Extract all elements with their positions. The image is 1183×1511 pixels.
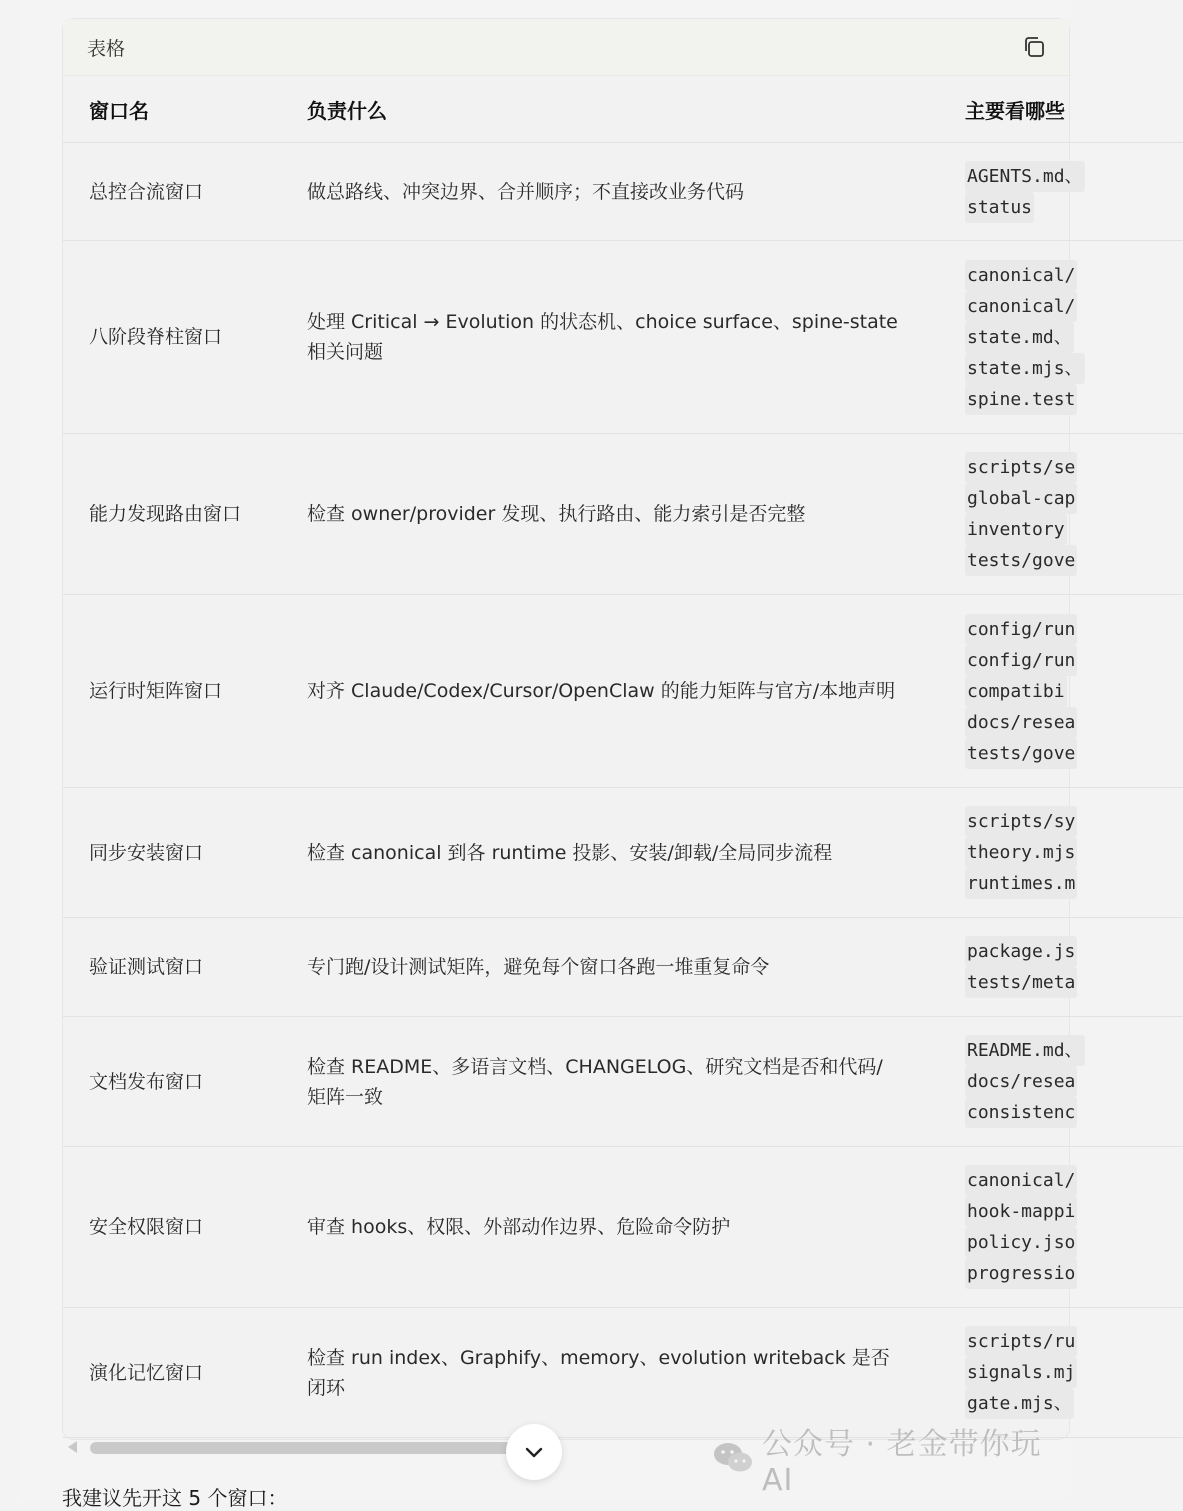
table-row [63, 1147, 1183, 1308]
data-table [63, 76, 1183, 1438]
cell-responsibility: 审查 hooks、权限、外部动作边界、危险命令防护 [281, 1147, 939, 1308]
cell-responsibility: 专门跑/设计测试矩阵，避免每个窗口各跑一堆重复命令 [281, 918, 939, 1017]
cell-responsibility: 检查 run index、Graphify、memory、evolution writeback 是否闭环 [281, 1308, 939, 1438]
cell-window-name: 八阶段脊柱窗口 [63, 241, 281, 434]
table-row [63, 595, 1183, 788]
cell-window-name: 演化记忆窗口 [63, 1308, 281, 1438]
code-path: consistenc [965, 1097, 1077, 1128]
cell-window-name: 运行时矩阵窗口 [63, 595, 281, 788]
code-path: canonical/ [965, 291, 1077, 322]
code-path: progressio [965, 1258, 1077, 1289]
code-path: status [965, 192, 1034, 223]
cell-window-name: 安全权限窗口 [63, 1147, 281, 1308]
code-path: canonical/ [965, 1165, 1077, 1196]
card-title: 表格 [87, 37, 126, 60]
watermark-text: 公众号 · 老金带你玩AI [762, 1426, 1042, 1498]
header-files: 主要看哪些 [939, 76, 1183, 143]
code-path: gate.mjs、 [965, 1388, 1074, 1419]
cell-files [939, 918, 1183, 1017]
cell-responsibility: 检查 canonical 到各 runtime 投影、安装/卸载/全局同步流程 [281, 788, 939, 918]
cell-window-name: 能力发现路由窗口 [63, 434, 281, 595]
scroll-down-button[interactable] [506, 1424, 562, 1480]
next-paragraph: 我建议先开这 5 个窗口： [62, 1486, 288, 1510]
cell-window-name: 文档发布窗口 [63, 1017, 281, 1147]
code-path: scripts/sy [965, 806, 1077, 837]
cell-window-name: 验证测试窗口 [63, 918, 281, 1017]
table-row [63, 434, 1183, 595]
chevron-down-icon [522, 1440, 546, 1464]
code-path: canonical/ [965, 260, 1077, 291]
table-row [63, 241, 1183, 434]
code-path: package.js [965, 936, 1077, 967]
cell-responsibility: 对齐 Claude/Codex/Cursor/OpenClaw 的能力矩阵与官方/本地声明 [281, 595, 939, 788]
table-card [62, 18, 1083, 1440]
code-path: tests/meta [965, 967, 1077, 998]
code-path: scripts/se [965, 452, 1077, 483]
code-path: state.md、 [965, 322, 1074, 353]
table-row [63, 143, 1183, 241]
watermark [712, 1426, 1065, 1498]
code-path: signals.mj [965, 1357, 1077, 1388]
code-path: global-cap [965, 483, 1077, 514]
cell-responsibility: 处理 Critical → Evolution 的状态机、choice surface、spine-state 相关问题 [281, 241, 939, 434]
cell-files [939, 788, 1183, 918]
scroll-left-arrow-icon[interactable] [68, 1441, 77, 1453]
wechat-icon [712, 1440, 754, 1476]
cell-files [939, 595, 1183, 788]
code-path: policy.jso [965, 1227, 1077, 1258]
code-path: theory.mjs [965, 837, 1077, 868]
scrollbar-thumb[interactable] [90, 1442, 518, 1454]
cell-responsibility: 检查 README、多语言文档、CHANGELOG、研究文档是否和代码/矩阵一致 [281, 1017, 939, 1147]
code-path: docs/resea [965, 1066, 1077, 1097]
table-header-row [63, 76, 1183, 143]
code-path: config/run [965, 645, 1077, 676]
cell-files [939, 143, 1183, 241]
page [22, 0, 1083, 1510]
cell-window-name: 同步安装窗口 [63, 788, 281, 918]
header-responsibility: 负责什么 [281, 76, 939, 143]
cell-files [939, 241, 1183, 434]
code-path: hook-mappi [965, 1196, 1077, 1227]
cell-responsibility: 做总路线、冲突边界、合并顺序；不直接改业务代码 [281, 143, 939, 241]
cell-files [939, 1017, 1183, 1147]
code-path: README.md、 [965, 1035, 1085, 1066]
code-path: state.mjs、 [965, 353, 1085, 384]
copy-icon[interactable] [1021, 34, 1047, 60]
code-path: spine.test [965, 384, 1077, 415]
code-path: docs/resea [965, 707, 1077, 738]
table-row [63, 1017, 1183, 1147]
code-path: tests/gove [965, 738, 1077, 769]
code-path: runtimes.m [965, 868, 1077, 899]
code-path: AGENTS.md、 [965, 161, 1085, 192]
table-row [63, 788, 1183, 918]
code-path: tests/gove [965, 545, 1077, 576]
card-header [63, 19, 1069, 76]
code-path: compatibi [965, 676, 1067, 707]
table-row [63, 918, 1183, 1017]
cell-window-name: 总控合流窗口 [63, 143, 281, 241]
code-path: config/run [965, 614, 1077, 645]
cell-files [939, 434, 1183, 595]
code-path: inventory [965, 514, 1067, 545]
cell-responsibility: 检查 owner/provider 发现、执行路由、能力索引是否完整 [281, 434, 939, 595]
cell-files [939, 1147, 1183, 1308]
header-window-name: 窗口名 [63, 76, 281, 143]
code-path: scripts/ru [965, 1326, 1077, 1357]
